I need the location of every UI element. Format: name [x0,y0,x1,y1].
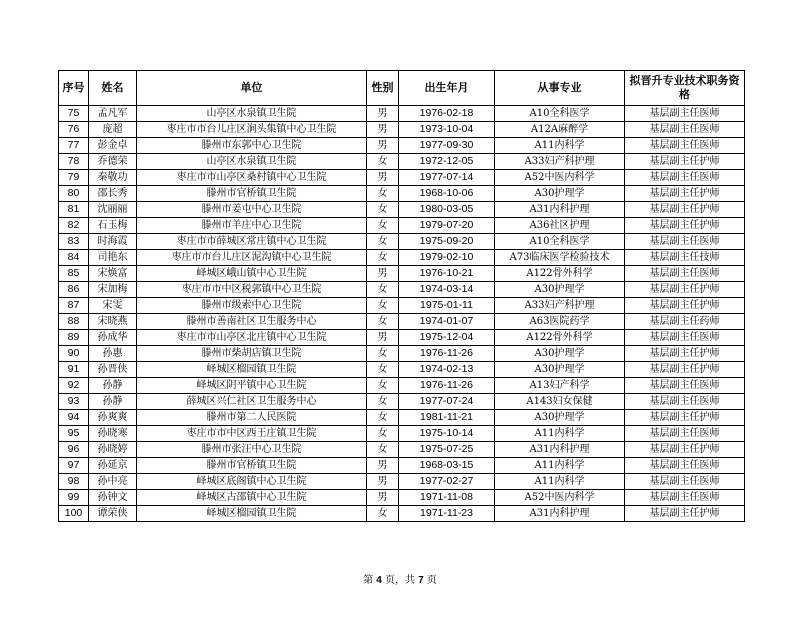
cell-specialty: A31内科护理 [495,442,625,458]
cell-name: 宋晓燕 [89,314,137,330]
cell-gender: 女 [367,426,399,442]
cell-qualification: 基层副主任医师 [625,266,745,282]
cell-name: 宋雯 [89,298,137,314]
cell-name: 孙静 [89,394,137,410]
table-row [59,250,745,266]
cell-index: 89 [59,330,89,346]
cell-birthdate: 1977-09-30 [399,138,495,154]
cell-name: 孙钟文 [89,490,137,506]
cell-birthdate: 1976-11-26 [399,378,495,394]
cell-birthdate: 1975-07-25 [399,442,495,458]
cell-qualification: 基层副主任医师 [625,122,745,138]
cell-birthdate: 1977-02-27 [399,474,495,490]
cell-name: 邵长秀 [89,186,137,202]
cell-specialty: A30护理学 [495,186,625,202]
cell-gender: 女 [367,378,399,394]
cell-unit: 滕州市张汪中心卫生院 [137,442,367,458]
header-birthdate: 出生年月 [399,71,495,106]
cell-birthdate: 1975-10-14 [399,426,495,442]
cell-birthdate: 1974-01-07 [399,314,495,330]
cell-qualification: 基层副主任护师 [625,202,745,218]
cell-unit: 滕州市第二人民医院 [137,410,367,426]
cell-gender: 女 [367,298,399,314]
cell-name: 沈丽丽 [89,202,137,218]
cell-specialty: A12A麻醉学 [495,122,625,138]
cell-index: 90 [59,346,89,362]
cell-specialty: A30护理学 [495,346,625,362]
cell-qualification: 基层副主任护师 [625,410,745,426]
cell-name: 孙延京 [89,458,137,474]
cell-birthdate: 1977-07-24 [399,394,495,410]
cell-birthdate: 1971-11-23 [399,506,495,522]
cell-unit: 峄城区峨山镇中心卫生院 [137,266,367,282]
cell-index: 92 [59,378,89,394]
cell-unit: 峄城区榴园镇卫生院 [137,506,367,522]
cell-name: 孟凡军 [89,106,137,122]
cell-name: 石玉梅 [89,218,137,234]
cell-index: 91 [59,362,89,378]
cell-unit: 枣庄市市台儿庄区涧头集镇中心卫生院 [137,122,367,138]
cell-birthdate: 1979-07-20 [399,218,495,234]
cell-name: 孙晓婷 [89,442,137,458]
cell-gender: 女 [367,362,399,378]
cell-gender: 男 [367,474,399,490]
cell-index: 98 [59,474,89,490]
cell-specialty: A10全科医学 [495,234,625,250]
cell-gender: 女 [367,202,399,218]
table-row [59,138,745,154]
cell-index: 79 [59,170,89,186]
cell-unit: 滕州市官桥镇卫生院 [137,458,367,474]
cell-gender: 女 [367,234,399,250]
table-row [59,154,745,170]
table-row [59,346,745,362]
cell-index: 80 [59,186,89,202]
cell-specialty: A31内科护理 [495,202,625,218]
cell-qualification: 基层副主任护师 [625,186,745,202]
cell-index: 87 [59,298,89,314]
table-row [59,458,745,474]
cell-index: 81 [59,202,89,218]
header-specialty: 从事专业 [495,71,625,106]
cell-qualification: 基层副主任医师 [625,394,745,410]
cell-unit: 滕州市东郭中心卫生院 [137,138,367,154]
cell-index: 75 [59,106,89,122]
cell-qualification: 基层副主任医师 [625,474,745,490]
cell-specialty: A11内科学 [495,474,625,490]
footer-suffix: 页 [423,575,437,586]
table-row [59,490,745,506]
cell-index: 83 [59,234,89,250]
cell-index: 86 [59,282,89,298]
cell-unit: 枣庄市市中区税郭镇中心卫生院 [137,282,367,298]
cell-qualification: 基层副主任医师 [625,138,745,154]
cell-specialty: A13妇产科学 [495,378,625,394]
cell-unit: 滕州市级索中心卫生院 [137,298,367,314]
cell-qualification: 基层副主任护师 [625,362,745,378]
cell-birthdate: 1976-11-26 [399,346,495,362]
cell-name: 时海霞 [89,234,137,250]
cell-unit: 枣庄市市中区西王庄镇卫生院 [137,426,367,442]
cell-qualification: 基层副主任技师 [625,250,745,266]
cell-unit: 枣庄市市山亭区北庄镇中心卫生院 [137,330,367,346]
table-row [59,362,745,378]
footer-page-total: 7 [418,575,424,586]
cell-index: 95 [59,426,89,442]
cell-index: 88 [59,314,89,330]
table-row [59,122,745,138]
cell-name: 孙静 [89,378,137,394]
personnel-table-container [58,70,744,522]
cell-index: 82 [59,218,89,234]
cell-qualification: 基层副主任护师 [625,298,745,314]
cell-birthdate: 1979-02-10 [399,250,495,266]
cell-gender: 男 [367,266,399,282]
cell-qualification: 基层副主任护师 [625,346,745,362]
cell-name: 孙爽爽 [89,410,137,426]
cell-qualification: 基层副主任药师 [625,314,745,330]
table-row [59,426,745,442]
cell-index: 84 [59,250,89,266]
table-row [59,106,745,122]
cell-name: 孙中亮 [89,474,137,490]
header-qualification: 拟晋升专业技术职务资格 [625,71,745,106]
cell-gender: 女 [367,506,399,522]
cell-qualification: 基层副主任医师 [625,426,745,442]
page-footer [0,571,800,586]
cell-birthdate: 1974-03-14 [399,282,495,298]
cell-qualification: 基层副主任医师 [625,106,745,122]
cell-specialty: A31内科护理 [495,506,625,522]
table-row [59,410,745,426]
table-row [59,266,745,282]
cell-birthdate: 1973-10-04 [399,122,495,138]
header-unit: 单位 [137,71,367,106]
cell-name: 彭金卓 [89,138,137,154]
cell-birthdate: 1980-03-05 [399,202,495,218]
cell-gender: 男 [367,122,399,138]
footer-prefix: 第 [363,575,377,586]
cell-qualification: 基层副主任医师 [625,234,745,250]
table-row [59,218,745,234]
cell-unit: 滕州市官桥镇卫生院 [137,186,367,202]
cell-qualification: 基层副主任医师 [625,170,745,186]
cell-gender: 女 [367,346,399,362]
cell-specialty: A11内科学 [495,426,625,442]
header-index: 序号 [59,71,89,106]
cell-name: 司艳东 [89,250,137,266]
cell-gender: 女 [367,314,399,330]
cell-birthdate: 1971-11-08 [399,490,495,506]
cell-name: 孙晓寒 [89,426,137,442]
cell-unit: 滕州市羊庄中心卫生院 [137,218,367,234]
cell-birthdate: 1968-03-15 [399,458,495,474]
cell-specialty: A52中医内科学 [495,170,625,186]
cell-specialty: A143妇女保健 [495,394,625,410]
cell-gender: 男 [367,458,399,474]
cell-birthdate: 1975-01-11 [399,298,495,314]
cell-gender: 女 [367,154,399,170]
cell-gender: 男 [367,170,399,186]
cell-gender: 女 [367,394,399,410]
cell-index: 85 [59,266,89,282]
cell-name: 孙惠 [89,346,137,362]
table-row [59,314,745,330]
cell-unit: 枣庄市市台儿庄区泥沟镇中心卫生院 [137,250,367,266]
cell-birthdate: 1981-11-21 [399,410,495,426]
cell-gender: 男 [367,138,399,154]
cell-specialty: A10全科医学 [495,106,625,122]
cell-name: 庞超 [89,122,137,138]
cell-index: 78 [59,154,89,170]
cell-specialty: A30护理学 [495,282,625,298]
cell-qualification: 基层副主任护师 [625,442,745,458]
cell-qualification: 基层副主任医师 [625,330,745,346]
cell-qualification: 基层副主任医师 [625,490,745,506]
cell-index: 77 [59,138,89,154]
cell-specialty: A73临床医学检验技术 [495,250,625,266]
cell-qualification: 基层副主任护师 [625,154,745,170]
cell-birthdate: 1977-07-14 [399,170,495,186]
table-row [59,186,745,202]
cell-qualification: 基层副主任医师 [625,378,745,394]
personnel-table [58,70,745,522]
header-name: 姓名 [89,71,137,106]
cell-specialty: A52中医内科学 [495,490,625,506]
cell-index: 100 [59,506,89,522]
cell-gender: 女 [367,410,399,426]
cell-specialty: A30护理学 [495,410,625,426]
cell-unit: 山亭区水泉镇卫生院 [137,154,367,170]
table-header-row [59,71,745,106]
cell-unit: 枣庄市市薛城区常庄镇中心卫生院 [137,234,367,250]
cell-specialty: A36社区护理 [495,218,625,234]
cell-index: 96 [59,442,89,458]
table-row [59,330,745,346]
cell-gender: 女 [367,186,399,202]
cell-birthdate: 1974-02-13 [399,362,495,378]
cell-unit: 滕州市姜屯中心卫生院 [137,202,367,218]
cell-specialty: A63医院药学 [495,314,625,330]
table-row [59,474,745,490]
cell-specialty: A33妇产科护理 [495,154,625,170]
table-row [59,394,745,410]
cell-unit: 滕州市善南社区卫生服务中心 [137,314,367,330]
cell-qualification: 基层副主任护师 [625,282,745,298]
cell-index: 76 [59,122,89,138]
cell-specialty: A122骨外科学 [495,266,625,282]
cell-gender: 女 [367,282,399,298]
cell-unit: 薛城区兴仁社区卫生服务中心 [137,394,367,410]
cell-birthdate: 1968-10-06 [399,186,495,202]
table-row [59,202,745,218]
cell-birthdate: 1976-10-21 [399,266,495,282]
cell-gender: 男 [367,106,399,122]
cell-gender: 女 [367,442,399,458]
cell-birthdate: 1975-09-20 [399,234,495,250]
cell-unit: 峄城区阴平镇中心卫生院 [137,378,367,394]
cell-name: 秦敬功 [89,170,137,186]
cell-unit: 枣庄市市山亭区桑村镇中心卫生院 [137,170,367,186]
cell-name: 谭荣侠 [89,506,137,522]
table-row [59,234,745,250]
cell-qualification: 基层副主任医师 [625,458,745,474]
table-row [59,170,745,186]
cell-unit: 峄城区榴园镇卫生院 [137,362,367,378]
cell-unit: 峄城区古邵镇中心卫生院 [137,490,367,506]
cell-name: 孙晋侠 [89,362,137,378]
cell-specialty: A122骨外科学 [495,330,625,346]
footer-page-number: 4 [376,575,382,586]
cell-index: 99 [59,490,89,506]
cell-unit: 山亭区水泉镇卫生院 [137,106,367,122]
cell-gender: 女 [367,218,399,234]
cell-specialty: A33妇产科护理 [495,298,625,314]
table-row [59,506,745,522]
cell-unit: 峄城区底阁镇中心卫生院 [137,474,367,490]
cell-name: 宋加梅 [89,282,137,298]
cell-specialty: A30护理学 [495,362,625,378]
table-row [59,282,745,298]
cell-name: 乔德荣 [89,154,137,170]
cell-birthdate: 1975-12-04 [399,330,495,346]
cell-birthdate: 1972-12-05 [399,154,495,170]
cell-unit: 滕州市柴胡店镇卫生院 [137,346,367,362]
cell-name: 孙成华 [89,330,137,346]
cell-specialty: A11内科学 [495,138,625,154]
table-row [59,442,745,458]
cell-qualification: 基层副主任护师 [625,506,745,522]
cell-gender: 男 [367,330,399,346]
cell-qualification: 基层副主任护师 [625,218,745,234]
table-row [59,298,745,314]
footer-middle: 页，共 [381,575,419,586]
cell-gender: 男 [367,490,399,506]
cell-index: 93 [59,394,89,410]
cell-name: 宋焕富 [89,266,137,282]
cell-index: 97 [59,458,89,474]
cell-birthdate: 1976-02-18 [399,106,495,122]
header-gender: 性别 [367,71,399,106]
cell-index: 94 [59,410,89,426]
table-row [59,378,745,394]
cell-gender: 女 [367,250,399,266]
cell-specialty: A11内科学 [495,458,625,474]
